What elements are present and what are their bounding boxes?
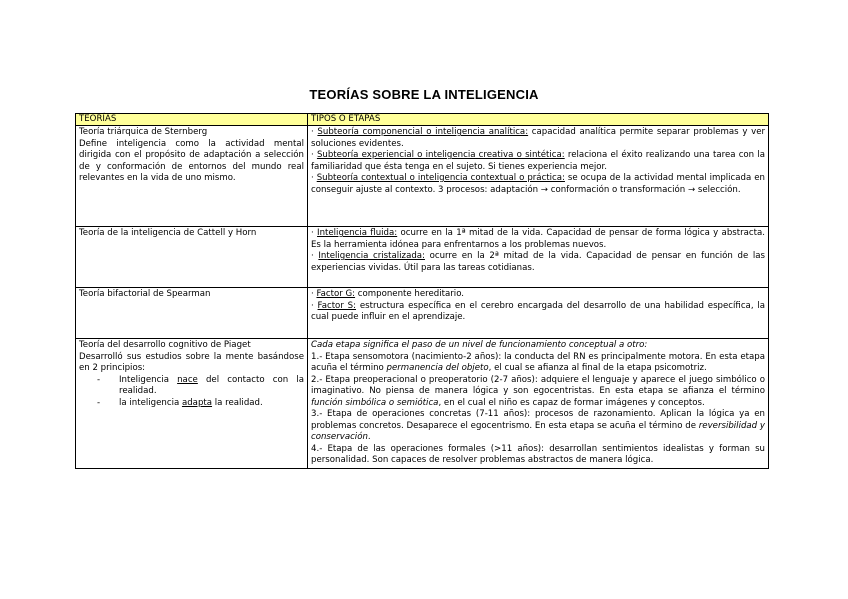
type-item: · Subteoría experiencial o inteligencia creativa o sintética: relaciona el éxito realizando una tarea con la familiaridad que ésta tenga en el sujeto. Si tienes experiencia mejor.: [311, 150, 765, 172]
stage-item: 4.- Etapa de las operaciones formales (>11 años): desarrollan sentimientos idealistas y forman su personalidad. Son capaces de resolver problemas abstractos de manera lógica.: [311, 443, 765, 465]
stage-item: 3.- Etapa de operaciones concretas (7-11 años): procesos de razonamiento. Aplican la lógica ya en problemas concretos. Desaparece el egocentrismo. En esta etapa se acuña el término de reversibilidad y conservación.: [311, 409, 765, 442]
theory-name: Teoría de la inteligencia de Cattell y Horn: [79, 228, 257, 238]
theory-cell: [76, 227, 308, 288]
type-item: · Subteoría componencial o inteligencia analítica: capacidad analítica permite separar problemas y ver soluciones evidentes.: [311, 127, 766, 149]
stages-intro: Cada etapa significa el paso de un nivel de funcionamiento conceptual a otro:: [311, 340, 648, 350]
types-cell: [308, 339, 769, 469]
table-row: [76, 126, 769, 227]
table-row: [76, 227, 769, 288]
theory-description: Desarrolló sus estudios sobre la mente basándose en 2 principios:: [79, 351, 304, 373]
principles-list: [79, 375, 304, 410]
theory-name: Teoría del desarrollo cognitivo de Piaget: [79, 340, 251, 350]
type-item: · Subteoría contextual o inteligencia contextual o práctica: se ocupa de la actividad mental implicada en conseguir ajuste al contexto. 3 procesos: adaptación → conformación o transformación → selección.: [311, 173, 765, 195]
type-item: · Factor S: estructura específica en el cerebro encargada del desarrollo de una habilidad específica, la cual puede influir en el aprendizaje.: [311, 300, 766, 322]
type-item: · Inteligencia fluida: ocurre en la 1ª mitad de la vida. Capacidad de pensar de forma lógica y abstracta. Es la herramienta idónea para enfrentarnos a los problemas nuevos.: [311, 228, 766, 250]
header-types: TIPOS O ETAPAS: [308, 114, 769, 126]
table-row: [76, 339, 769, 469]
types-cell: [308, 126, 769, 227]
table-header-row: [76, 114, 769, 126]
types-cell: [308, 288, 769, 339]
theory-cell: [76, 288, 308, 339]
list-item: - Inteligencia nace del contacto con la realidad.: [119, 375, 304, 398]
stage-item: 1.- Etapa sensomotora (nacimiento-2 años): la conducta del RN es principalmente motora. En esta etapa acuña el término permanencia del objeto, el cual se afianza al final de la etapa psicomotriz.: [311, 351, 765, 373]
theory-description: Define inteligencia como la actividad mental dirigida con el propósito de adaptación a selección de y conformación de entornos del mundo real relevantes en la vida de uno mismo.: [79, 138, 304, 183]
stage-item: 2.- Etapa preoperacional o preoperatorio (2-7 años): adquiere el lenguaje y aparece el juego simbólico o imaginativo. No piensa de manera lógica y son egocentristas. En esta etapa se afianza el término función simbólica o semiótica, en el cual el niño es capaz de formar imágenes y conceptos.: [311, 374, 765, 408]
theories-table: [75, 113, 769, 469]
theory-cell: [76, 126, 308, 227]
list-item: - la inteligencia adapta la realidad.: [119, 398, 304, 410]
theory-cell: [76, 339, 308, 469]
page-title: TEORÍAS SOBRE LA INTELIGENCIA: [309, 87, 539, 102]
type-item: · Factor G: componente hereditario.: [311, 289, 465, 299]
theory-name: Teoría triárquica de Sternberg: [79, 127, 208, 137]
type-item: · Inteligencia cristalizada: ocurre en la 2ª mitad de la vida. Capacidad de pensar en función de las experiencias vividas. Útil para las tareas cotidianas.: [311, 251, 766, 273]
theory-name: Teoría bifactorial de Spearman: [79, 289, 211, 299]
types-cell: [308, 227, 769, 288]
table-row: [76, 288, 769, 339]
header-theories: TEORÍAS: [76, 114, 308, 126]
